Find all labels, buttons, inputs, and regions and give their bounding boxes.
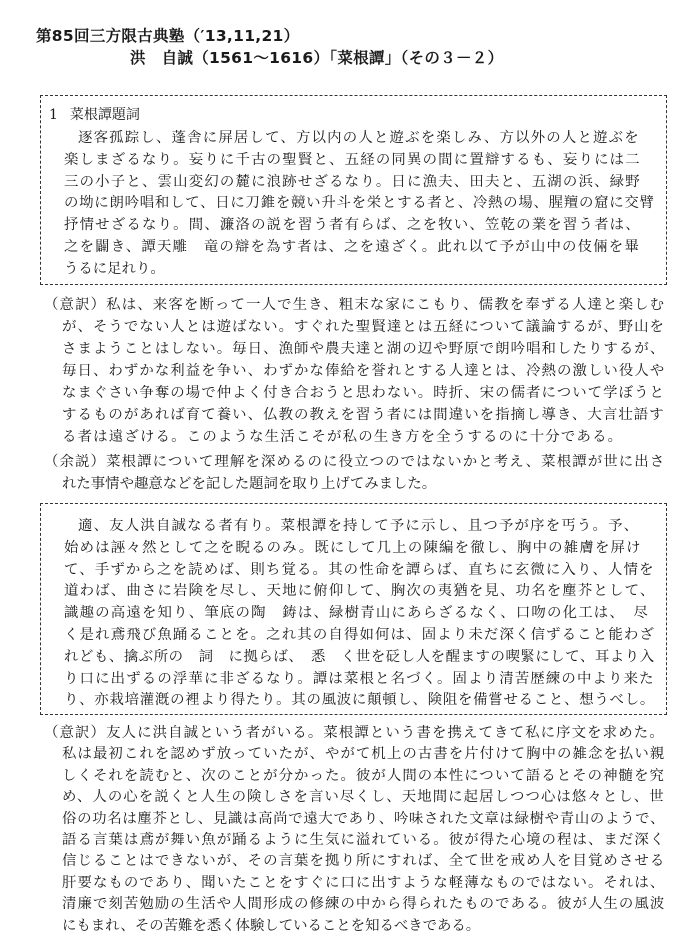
text-line: にもまれ、その苦難を悉く体験していることを知るべきである。 [62,917,481,934]
page-title: 第85回三方限古典塾（′13,11,21） [36,27,300,45]
text-line: て、手ずから之を読めば、則ち覚る。其の性命を譚らば、直ちに玄微に入り、人情を [64,561,655,578]
text-line: 逐客孤踪し、蓬舎に屏居して、方以内の人と遊ぶを楽しみ、方以外の人と遊ぶを [78,130,640,146]
text-line: （余説）菜根譚について理解を深めるのに役立つのではないかと考え、菜根譚が世に出さ [44,454,666,470]
text-line: 識趣の高遠を知り、筆底の陶 鋳は、緑樹青山にあらざるなく、口吻の化工は、 尽 [64,605,649,622]
page-subtitle: 洪 自誠（1561～1616）「菜根譚」（その３－２） [130,49,504,67]
text-line: の坳に朗吟唱和して、日に刀錐を競い升斗を栄とする者と、冷熱の場、腥羶の窟に交臂 [64,195,655,212]
text-line: 楽しまざるなり。妄りに千古の聖賢と、五経の同異の間に置辯するも、妄りには二 [64,151,641,168]
text-line: 俗の功名は塵芥とし、見識は高尚で遠大であり、吟味された文章は緑樹や青山のようで、 [62,810,666,827]
text-line: 道わば、曲さに岩険を尽し、天地に俯仰して、胸次の夷猶を見、功名を塵芥として、 [64,583,656,600]
section-number: 1 [49,107,58,123]
text-line: め、人の心を説くと人生の険しさを言い尽くし、天地間に起居しつつ心は悠々とし、世 [62,789,665,806]
text-line: れども、擒ぶ所の 詞 に拠らば、 悉 く世を砭し人を醒ますの喫緊にして、耳より入 [64,648,655,665]
text-line: 清廉で刻苦勉励の生活や人間形成の修練の中から得られたものである。彼が人生の風波 [62,896,666,913]
text-line: さまようことはしない。毎日、漁師や農夫達と湖の辺や野原で朗吟唱和したりするが、 [62,341,666,357]
text-line: 三の小子と、雲山変幻の麓に浪跡せざるなり。日に漁夫、田夫と、五湖の浜、緑野 [64,173,641,190]
text-line: り口に出ずるの浮華に非ざるなり。譚は菜根と名づく。固より清苦歴練の中より来た [64,670,655,687]
text-line: うるに足れり。 [64,260,165,277]
text-line: なまぐさい争奪の場で仲よく付き合おうと思わない。時折、宋の儒者について学ぼうと [62,385,666,401]
section-heading [49,104,140,124]
text-line: 私は最初これを認めず放っていたが、やがて机上の古書を片付けて胸中の雑念を払い親 [62,746,666,763]
text-line: れた事情や趣意などを記した題詞を取り上げてみました。 [62,476,437,492]
text-line: 信じることはできないが、その言葉を拠り所にすれば、全て世を戒め人を目覚めさせる [62,853,666,870]
text-line: 適、友人洪自誠なる者有り。菜根譚を持して予に示し、且つ予が序を丐う。予、 [78,518,640,534]
text-line: するものがあれば育て養い、仏教の教えを習う者には間違いを指摘し導き、大言壮語す [62,407,665,423]
text-line: 抒情せざるなり。間、濂洛の説を習う者有らば、之を牧い、笠乾の業を習う者は、 [64,217,641,234]
text-line: 之を闢き、譚天雕 竜の辯を為す者は、之を遠ざく。此れ以て予が山中の伎倆を畢 [64,239,640,255]
text-line: く是れ鳶飛び魚踊ることを。之れ其の自得如何は、固より未だ深く信ずること能わざ [64,627,656,643]
text-line: しくそれを読むと、次のことが分かった。彼が人間の本性について語るとその神髄を究 [62,767,666,784]
text-line: 肝要なものであり、聞いたことをすぐに口に出すような軽薄なものではない。それは、 [62,874,666,891]
text-line: （意訳）私は、来客を断って一人で生き、粗末な家にこもり、儒教を奉ずる人達と楽しむ [44,297,666,313]
text-line: 始めは誣々然として之を睨るのみ。既にして几上の陳編を徹し、胸中の雑膚を屏け [64,539,642,556]
text-line: （意訳）友人に洪自誠という者がいる。菜根譚という書を携えてきて私に序文を求めた。 [44,725,665,741]
text-line: り、亦栽培灌漑の裡より得たり。其の風波に顛頓し、険阻を備嘗せること、想うべし。 [64,692,656,709]
text-line: が、そうでない人とは遊ばない。すぐれた聖賢達とは五経について議論するが、野山を [62,319,666,335]
section-title: 菜根譚題詞 [69,107,140,123]
text-line: 語る言葉は鳶が舞い魚が踊るように生気に溢れている。彼が得た心境の程は、まだ深く [62,832,666,848]
text-line: 毎日、わずかな利益を争い、わずかな俸給を誉れとする人達とは、冷熱の激しい役人や [62,363,666,379]
text-line: る者は遠ざける。このような生活こそが私の生き方を全うするのに十分である。 [62,429,624,445]
